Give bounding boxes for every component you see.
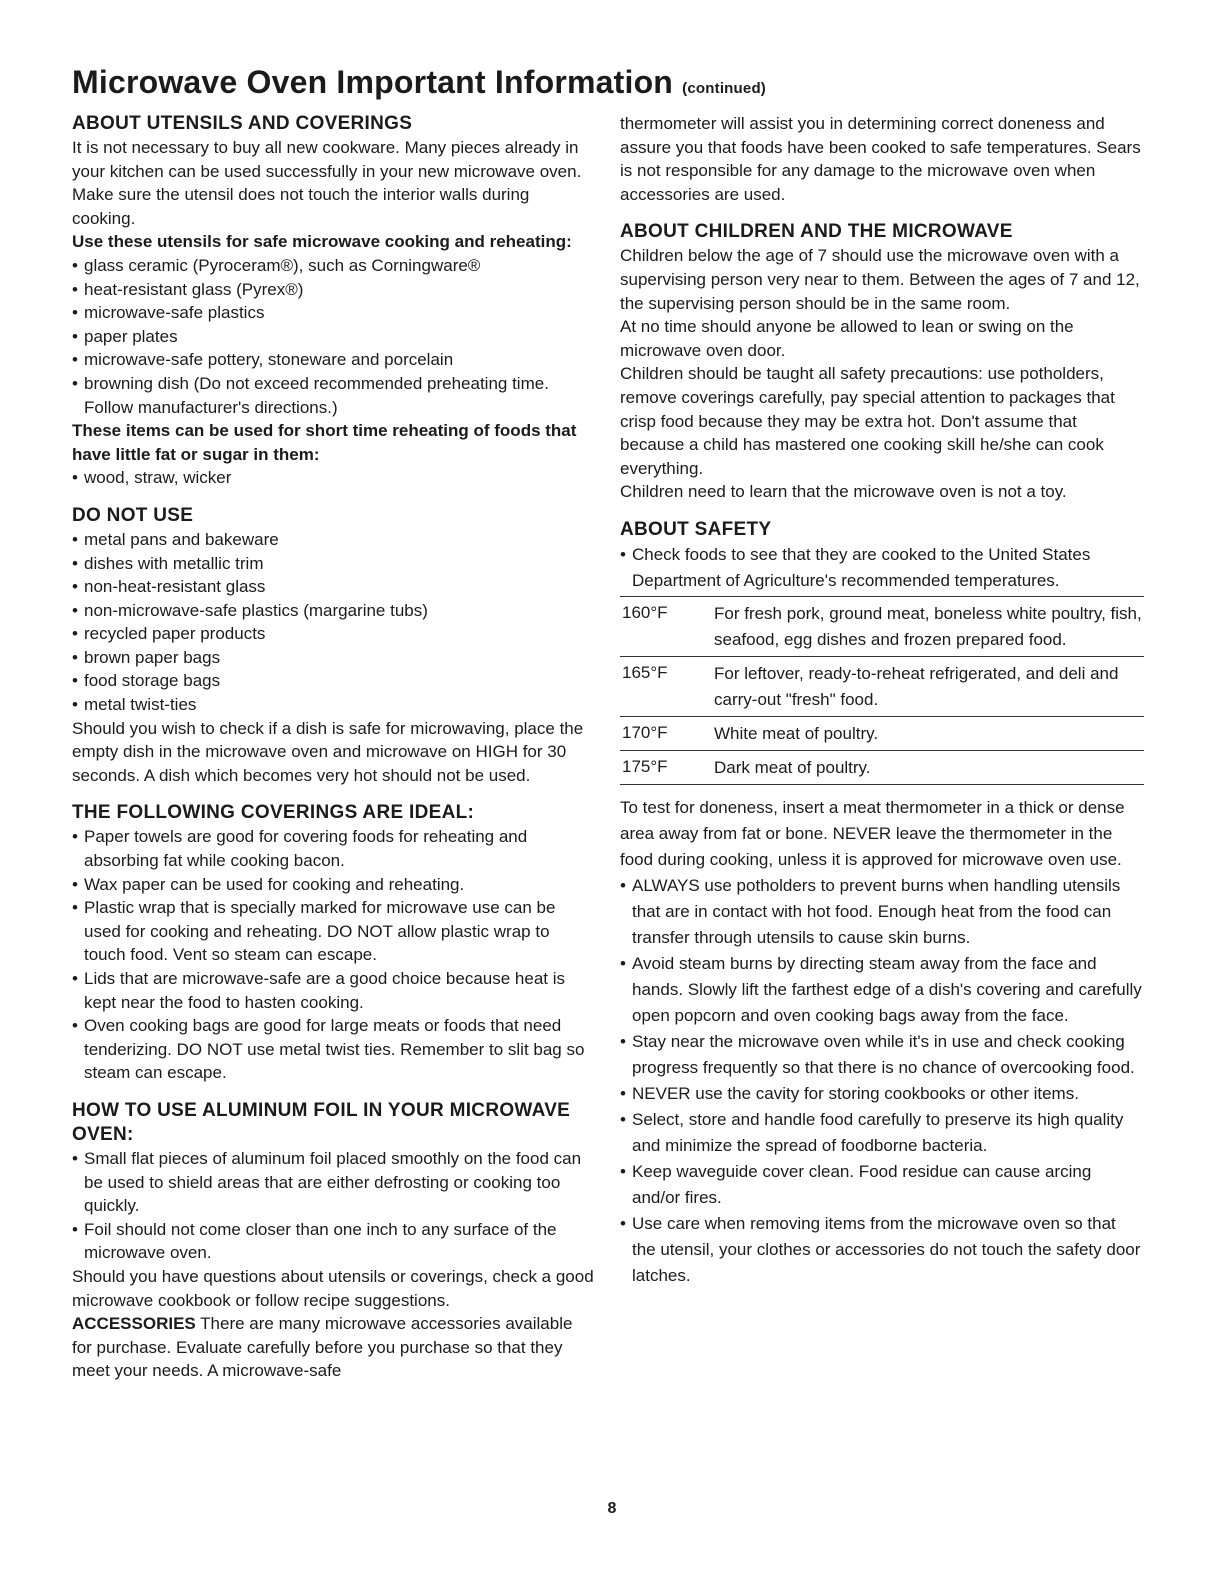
temp-cell: 165°F (620, 656, 714, 716)
list-item: • ALWAYS use potholders to prevent burns when handling utensils that are in contact with hot food. Enough heat from the food can transfer through utensils to cause skin burns. (620, 873, 1144, 951)
list-item: • non-microwave-safe plastics (margarine tubs) (72, 599, 594, 623)
children-paragraph: Children below the age of 7 should use the microwave oven with a supervising person very near to them. Between the ages of 7 and 12, the supervising person should be in the same room. (620, 246, 1140, 313)
children-heading: ABOUT CHILDREN AND THE MICROWAVE (620, 221, 1013, 243)
children-paragraph: Children should be taught all safety precautions: use potholders, remove coverings carefully, pay special attention to packages that crisp food because they may be extra hot. Don't assume that because a child has mastered one cooking skill he/she can cook everything. (620, 364, 1115, 478)
temp-desc-cell: Dark meat of poultry. (714, 750, 1144, 784)
list-item: • metal pans and bakeware (72, 528, 594, 552)
list-item: • microwave-safe pottery, stoneware and porcelain (72, 348, 594, 372)
do-not-use-list (72, 528, 594, 717)
right-column (620, 112, 1144, 1289)
children-paragraph: Children need to learn that the microwave oven is not a toy. (620, 482, 1067, 502)
accessories-paragraph (72, 1312, 594, 1383)
table-row (620, 656, 1144, 716)
list-item: • browning dish (Do not exceed recommended preheating time. Follow manufacturer's directions.) (72, 372, 594, 419)
list-item: • food storage bags (72, 669, 594, 693)
list-item: • Oven cooking bags are good for large meats or foods that need tenderizing. DO NOT use metal twist ties. Remember to slit bag so steam can escape. (72, 1014, 594, 1085)
temp-desc-cell: For leftover, ready-to-reheat refrigerated, and deli and carry-out "fresh" food. (714, 656, 1144, 716)
dish-test-note: Should you wish to check if a dish is safe for microwaving, place the empty dish in the microwave oven and microwave on HIGH for 30 seconds. A dish which becomes very hot should not be used. (72, 718, 584, 785)
utensils-intro: It is not necessary to buy all new cookware. Many pieces already in your kitchen can be used successfully in your new microwave oven. Make sure the utensil does not touch the interior walls during cooking. (72, 138, 582, 228)
list-item: • recycled paper products (72, 622, 594, 646)
temp-cell: 170°F (620, 716, 714, 750)
foil-note: Should you have questions about utensils or coverings, check a good microwave cookbook or follow recipe suggestions. (72, 1266, 594, 1310)
list-item: • Avoid steam burns by directing steam away from the face and hands. Slowly lift the farthest edge of a dish's covering and carefully open popcorn and oven cooking bags away from the face. (620, 951, 1144, 1029)
page-title (72, 64, 766, 101)
table-row (620, 716, 1144, 750)
do-not-use-heading: DO NOT USE (72, 504, 194, 526)
list-item: • Plastic wrap that is specially marked for microwave use can be used for cooking and reheating. DO NOT allow plastic wrap to touch food. Vent so steam can escape. (72, 896, 594, 967)
accessories-continuation: thermometer will assist you in determining correct doneness and assure you that foods have been cooked to safe temperatures. Sears is not responsible for any damage to the microwave oven when accessories are used. (620, 114, 1141, 204)
safe-utensils-heading: Use these utensils for safe microwave cooking and reheating: (72, 232, 572, 252)
page-title-text: Microwave Oven Important Information (72, 64, 674, 100)
table-row (620, 750, 1144, 784)
table-row (620, 596, 1144, 656)
foil-heading: HOW TO USE ALUMINUM FOIL IN YOUR MICROWAVE OVEN: (72, 1099, 571, 1145)
left-column (72, 112, 594, 1383)
foil-list (72, 1147, 594, 1265)
list-item: • metal twist-ties (72, 693, 594, 717)
list-item: • Stay near the microwave oven while it's in use and check cooking progress frequently so that there is no chance of overcooking food. (620, 1029, 1144, 1081)
list-item: • Lids that are microwave-safe are a good choice because heat is kept near the food to hasten cooking. (72, 967, 594, 1014)
list-item: • brown paper bags (72, 646, 594, 670)
list-item: • Select, store and handle food carefully to preserve its high quality and minimize the spread of foodborne bacteria. (620, 1107, 1144, 1159)
list-item: • NEVER use the cavity for storing cookbooks or other items. (620, 1081, 1144, 1107)
list-item: • Wax paper can be used for cooking and reheating. (72, 873, 594, 897)
doneness-paragraph: To test for doneness, insert a meat thermometer in a thick or dense area away from fat or bone. NEVER leave the thermometer in the food during cooking, unless it is approved for microwave oven use. (620, 797, 1125, 869)
list-item: • Foil should not come closer than one inch to any surface of the microwave oven. (72, 1218, 594, 1265)
short-reheat-heading: These items can be used for short time reheating of foods that have little fat or sugar in them: (72, 421, 577, 464)
coverings-heading: THE FOLLOWING COVERINGS ARE IDEAL: (72, 802, 475, 824)
coverings-list (72, 825, 594, 1085)
list-item: • heat-resistant glass (Pyrex®) (72, 278, 594, 302)
list-item: • microwave-safe plastics (72, 301, 594, 325)
temp-cell: 160°F (620, 596, 714, 656)
list-item: • wood, straw, wicker (72, 466, 594, 490)
list-item: • Use care when removing items from the microwave oven so that the utensil, your clothes or accessories do not touch the safety door latches. (620, 1211, 1144, 1289)
children-paragraph: At no time should anyone be allowed to lean or swing on the microwave oven door. (620, 317, 1074, 360)
safety-intro-list (620, 542, 1144, 594)
list-item: • dishes with metallic trim (72, 552, 594, 576)
safety-heading: ABOUT SAFETY (620, 518, 772, 540)
accessories-text: There are many microwave accessories available for purchase. Evaluate carefully before you purchase so that they meet your needs. A microwave-safe (72, 1314, 573, 1381)
temp-desc-cell: For fresh pork, ground meat, boneless white poultry, fish, seafood, egg dishes and frozen prepared food. (714, 596, 1144, 656)
temp-desc-cell: White meat of poultry. (714, 716, 1144, 750)
safety-list (620, 873, 1144, 1289)
list-item: • Small flat pieces of aluminum foil placed smoothly on the food can be used to shield areas that are either defrosting or cooking too quickly. (72, 1147, 594, 1218)
list-item: • Check foods to see that they are cooked to the United States Department of Agriculture's recommended temperatures. (620, 542, 1144, 594)
temperature-table (620, 596, 1144, 785)
page-title-suffix: (continued) (682, 80, 767, 97)
page-number: 8 (607, 1500, 617, 1517)
list-item: • Paper towels are good for covering foods for reheating and absorbing fat while cooking bacon. (72, 825, 594, 872)
short-reheat-list (72, 466, 594, 490)
list-item: • paper plates (72, 325, 594, 349)
list-item: • non-heat-resistant glass (72, 575, 594, 599)
accessories-label: ACCESSORIES (72, 1314, 196, 1334)
temp-cell: 175°F (620, 750, 714, 784)
utensils-heading: ABOUT UTENSILS AND COVERINGS (72, 113, 413, 134)
safe-utensils-list (72, 254, 594, 419)
list-item: • glass ceramic (Pyroceram®), such as Corningware® (72, 254, 594, 278)
list-item: • Keep waveguide cover clean. Food residue can cause arcing and/or fires. (620, 1159, 1144, 1211)
